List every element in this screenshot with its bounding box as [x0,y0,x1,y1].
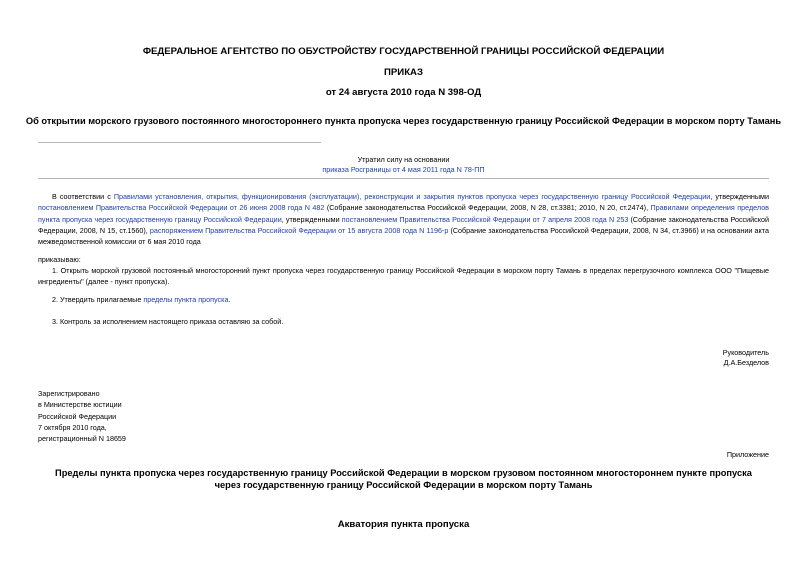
signature-name: Д.А.Безделов [723,358,769,367]
appendix-label: Приложение [726,450,769,459]
registration-line: в Министерстве юстиции [38,400,122,410]
preamble-text: (Собрание законодательства Российской Федерации, 2008, N 28, ст.3381; 2010, N 20, ст.2474), [324,203,651,213]
registration-line: 7 октября 2010 года, [38,422,107,432]
signature-role: Руководитель [722,348,769,357]
decree-482-link[interactable]: постановлением Правительства Российской Федерации от 26 июня 2008 года N 482 [38,203,325,213]
order-keyword: приказываю: [38,255,81,264]
preamble-text: , утвержденными [281,214,342,224]
preamble-paragraph [38,191,769,247]
document-date: от 24 августа 2010 года N 398-ОД [325,87,482,98]
order-item-2-text: 2. Утвердить прилагаемые [52,295,144,304]
preamble-text: (Собрание законодательства Российской Федерации, 2008, N 34, ст.3966) и на основании акта межведомственной комиссии от 6 мая 2010 года [38,225,769,247]
registration-line: Российской Федерации [38,411,117,421]
order-item-1: 1. Открыть морской грузовой постоянный многосторонний пункт пропуска через государственную границу Российской Федерации в морском порту Тамань в пределах перегрузочного комплекса ООО "Пищевые ингредиенты" (далее - пункт пропуска). [38,266,769,287]
limits-link[interactable]: пределы пункта пропуска [143,295,229,304]
registration-line: Зарегистрировано [38,389,100,398]
agency-name: ФЕДЕРАЛЬНОЕ АГЕНТСТВО ПО ОБУСТРОЙСТВУ ГОСУДАРСТВЕННОЙ ГРАНИЦЫ РОССИЙСКОЙ ФЕДЕРАЦИИ [142,46,665,57]
preamble-text: , утвержденными [710,192,770,201]
order-item-2-suffix: . [228,295,231,304]
order-item-3: 3. Контроль за исполнением настоящего приказа оставляю за собой. [52,317,284,326]
decree-253-link[interactable]: постановлением Правительства Российской Федерации от 7 апреля 2008 года N 253 [341,214,629,224]
limits-rules-link[interactable]: Правилами определения пределов пункта пропуска через государственную границу Российской Федерации [38,203,770,224]
divider-top [38,142,321,143]
preamble-text: В соответствии с [52,192,114,201]
preamble-text: (Собрание законодательства Российской Федерации, 2008, N 15, ст.1560), [38,214,770,235]
status-note-link[interactable]: приказа Росграницы от 4 мая 2011 года N 78-ПП [322,165,485,174]
registration-line: регистрационный N 18659 [38,434,126,444]
document-title: Об открытии морского грузового постоянного многостороннего пункта пропуска через государственную границу Российской Федерации в морском порту Тамань [25,116,782,126]
document-type: ПРИКАЗ [384,67,423,78]
order-1196-link[interactable]: распоряжением Правительства Российской Федерации от 15 августа 2008 года N 1196-р [149,225,449,235]
order-item-2 [38,294,769,305]
registration-block [38,388,126,444]
status-note-text: Утратил силу на основании [357,155,450,164]
rules-link[interactable]: Правилами установления, открытия, функционирования (эксплуатации), реконструкции и закрытия пунктов пропуска через государственную границу Российской Федерации [113,192,711,201]
appendix-subtitle: Акватория пункта пропуска [337,519,470,530]
appendix-title: Пределы пункта пропуска через государственную границу Российской Федерации в морском грузовом постоянном многостороннем пункте пропуска через государственную границу Российской Федерации в морском порту Тамань [55,468,752,490]
divider-bottom [38,178,769,179]
